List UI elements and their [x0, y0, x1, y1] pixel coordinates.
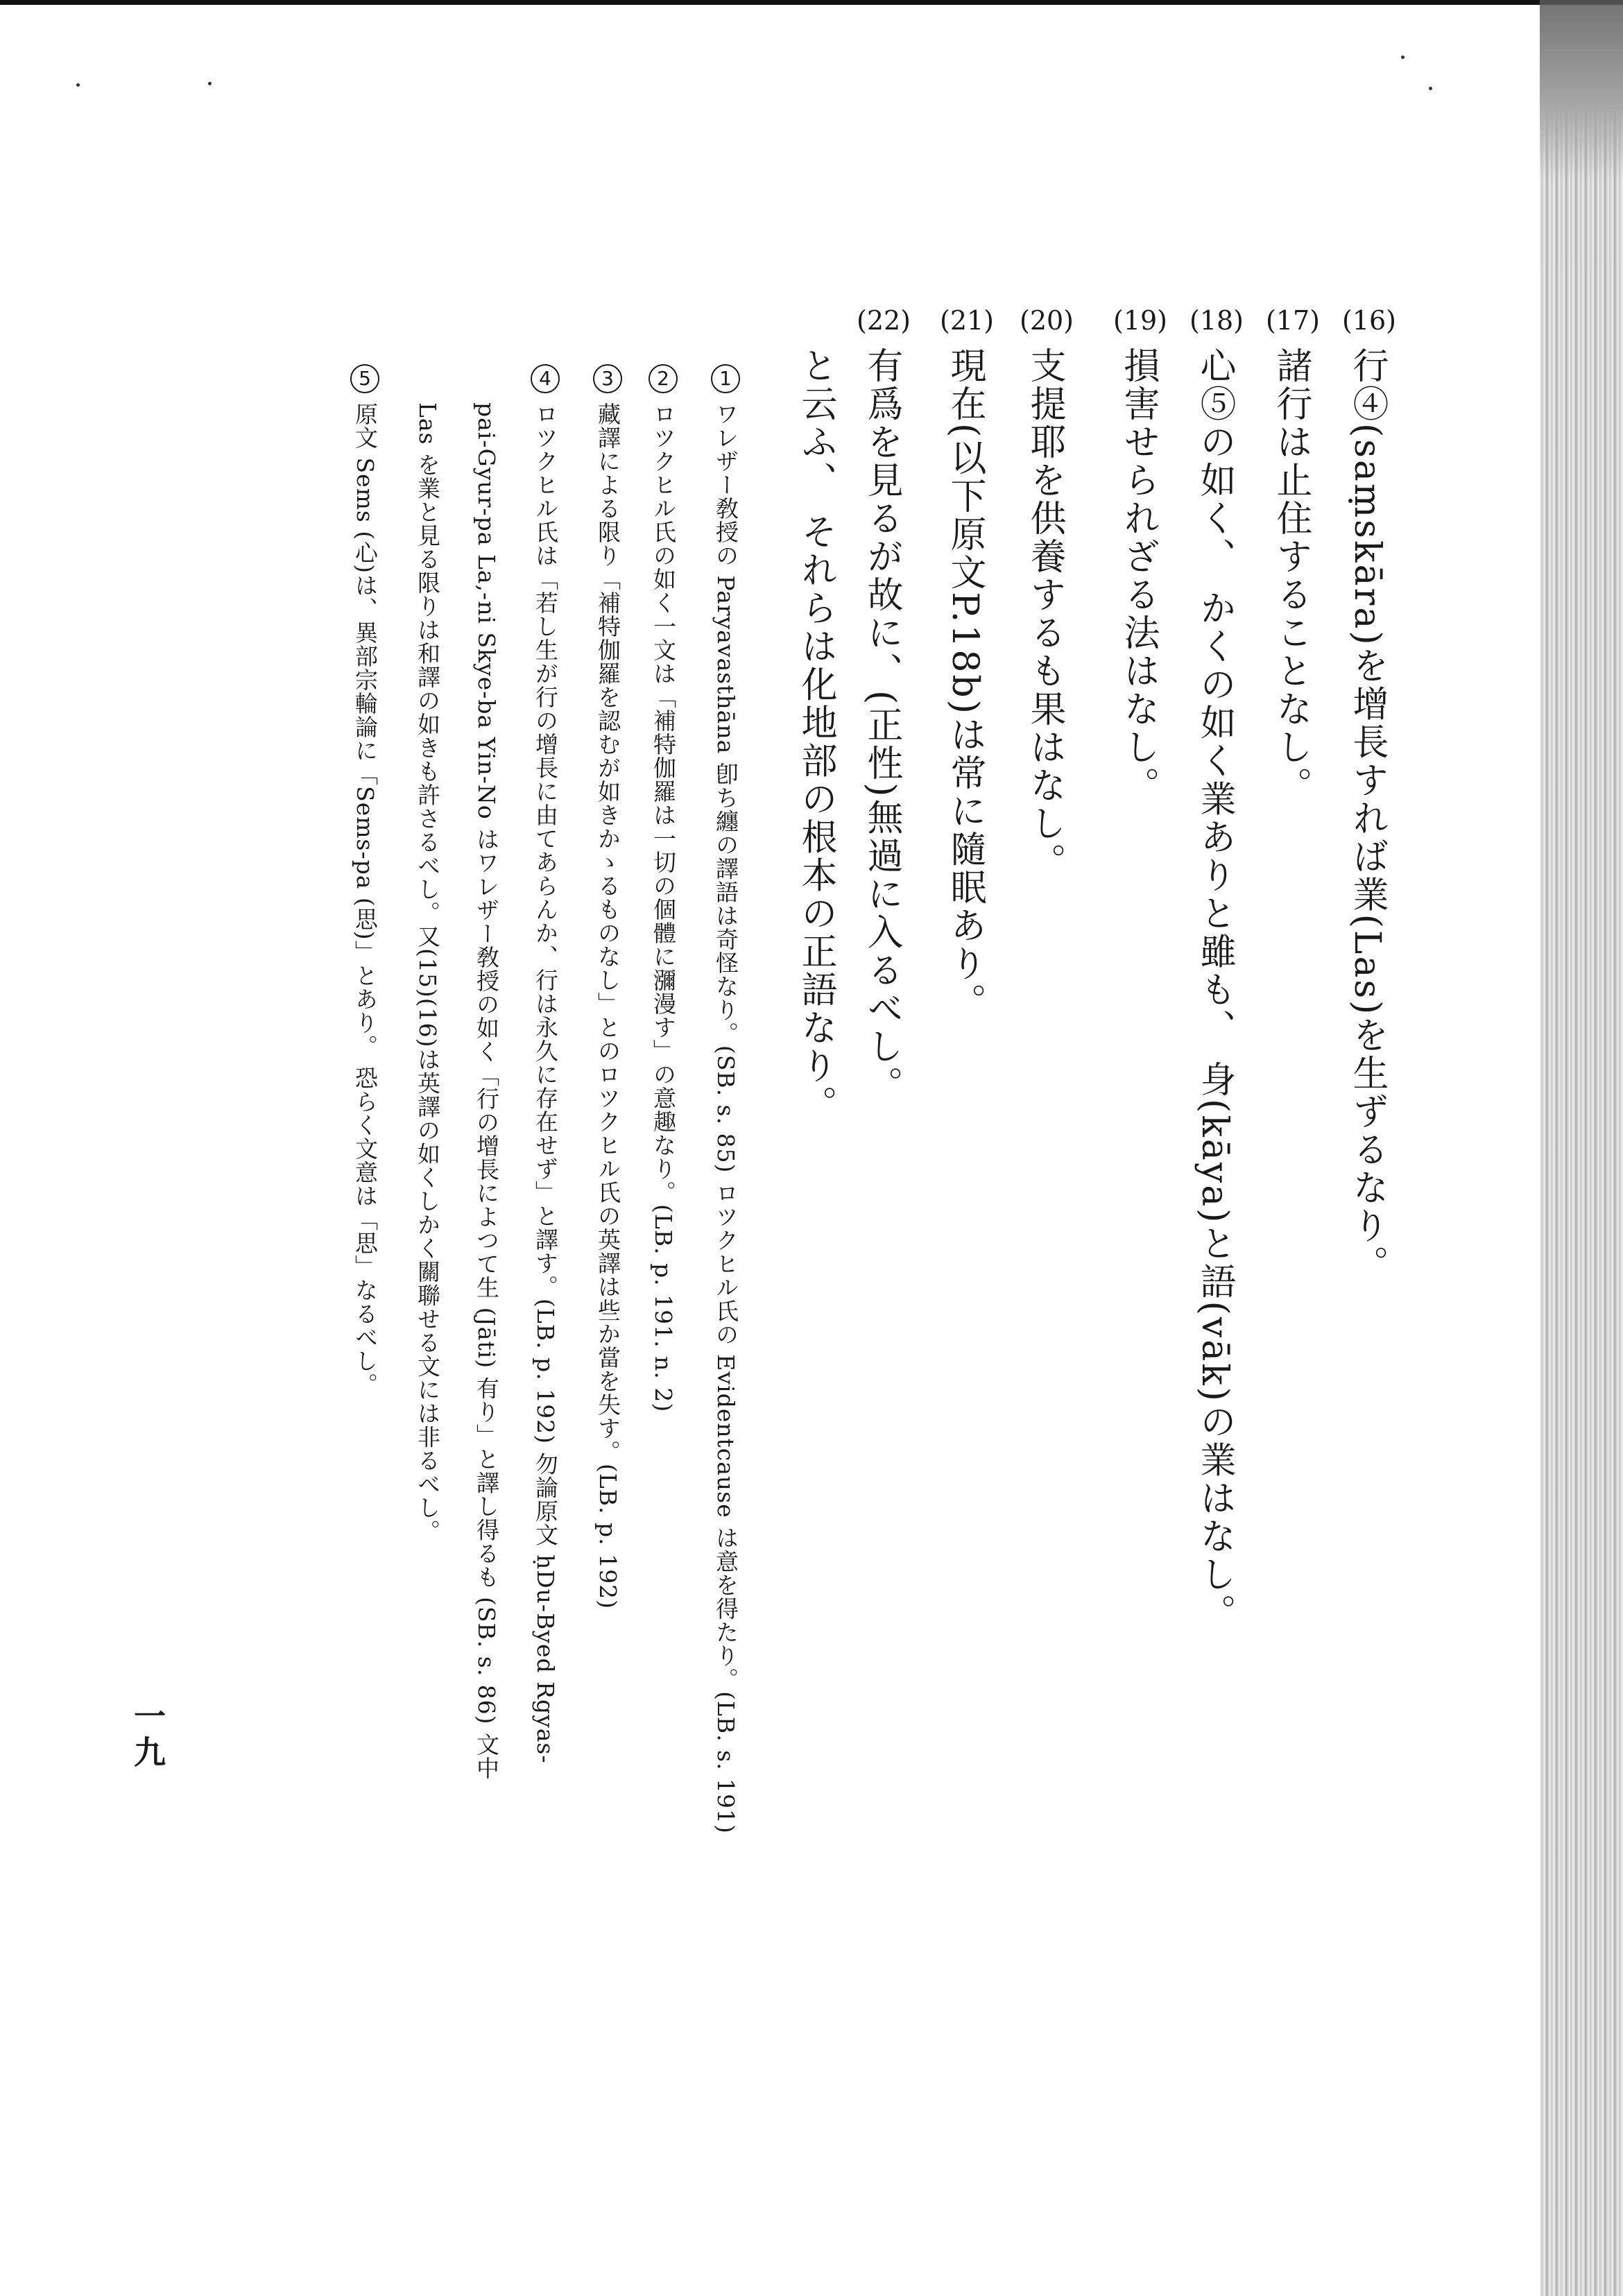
- footnote-continuation: pai-Gyur-pa La,-ni Skye-ba Yin-No はワレザー敎授の如く「行の增長によつて生 (Jāti) 有り」と譯し得るも (SB. s. 86) 文中: [473, 402, 500, 1781]
- footnote-text: ロツクヒル氏の如く一文は「補特伽羅は一切の個體に瀰漫す」の意趣なり。(LB. p. 191. n. 2): [650, 402, 677, 1413]
- verse-text: 心⑤の如く、 かくの如く業ありと雖も、 身(kāya)と語(vāk)の業はなし。: [1194, 347, 1235, 1632]
- verse-number: (22): [857, 305, 911, 336]
- scan-top-edge: [0, 0, 1623, 5]
- footnote-marker: 4: [531, 364, 560, 393]
- footnote-text: ロツクヒル氏は「若し生が行の增長に由てあらんか、行は永久に存在せず」と譯す。(LB. p. 192) 勿論原文 ḥDu-Byed Rgyas-: [532, 402, 559, 1764]
- scan-speck: [76, 83, 80, 87]
- footnote-text: 原文 Sems (心)は、異部宗輪論に「Sems-pa (思)」とあり。 恐らく文意は「思」なるべし。: [352, 402, 379, 1397]
- footnote-marker: 3: [593, 364, 622, 393]
- verse-text: 諸行は止住することなし。: [1270, 347, 1312, 805]
- page-number: 一九: [129, 1699, 166, 1772]
- verse-number: (18): [1190, 305, 1244, 336]
- footnote-marker: 5: [350, 364, 379, 393]
- closing-line: と云ふ、 それらは化地部の根本の正語なり。: [795, 347, 836, 1124]
- verse-number: (20): [1020, 305, 1074, 336]
- verse-number: (21): [940, 305, 995, 336]
- footnote-text: ワレザー敎授の Paryavasthāna 卽ち纏の譯語は奇怪なり。(SB. s. 85) ロツクヒル氏の Evidentcause は意を得たり。(LB. s. 191): [712, 402, 739, 1834]
- verse-number: (16): [1342, 305, 1397, 336]
- footnote-marker: 1: [711, 364, 740, 393]
- verse-text: 損害せられざる法はなし。: [1117, 347, 1159, 805]
- footnote-text: 藏譯による限り「補特伽羅を認むが如きかゝるものなし」とのロツクヒル氏の英譯は些か當を失す。(LB. p. 192): [594, 402, 621, 1609]
- scan-speck: [1401, 55, 1405, 59]
- verse-text: 行④(saṃskāra)を增長すれば業(Las)を生ずるなり。: [1346, 347, 1388, 1284]
- verse-number: (17): [1266, 305, 1321, 336]
- scan-speck: [208, 82, 212, 85]
- footnote-marker: 2: [649, 364, 678, 393]
- scan-speck: [1429, 87, 1432, 90]
- verse-number: (19): [1113, 305, 1168, 336]
- verse-text: 支提耶を供養するも果はなし。: [1024, 347, 1065, 881]
- verse-text: 現在(以下原文P.18b)は常に隨眠あり。: [944, 347, 986, 1022]
- verse-text: 有爲を見るが故に、(正性)無過に入るべし。: [861, 347, 902, 1104]
- book-binding-shadow: [1540, 0, 1623, 2296]
- footnote-text: Las を業と見る限りは和譯の如きも許さるべし。又(15)(16)は英譯の如くしかく關聯せる文には非るべし。: [414, 402, 441, 1543]
